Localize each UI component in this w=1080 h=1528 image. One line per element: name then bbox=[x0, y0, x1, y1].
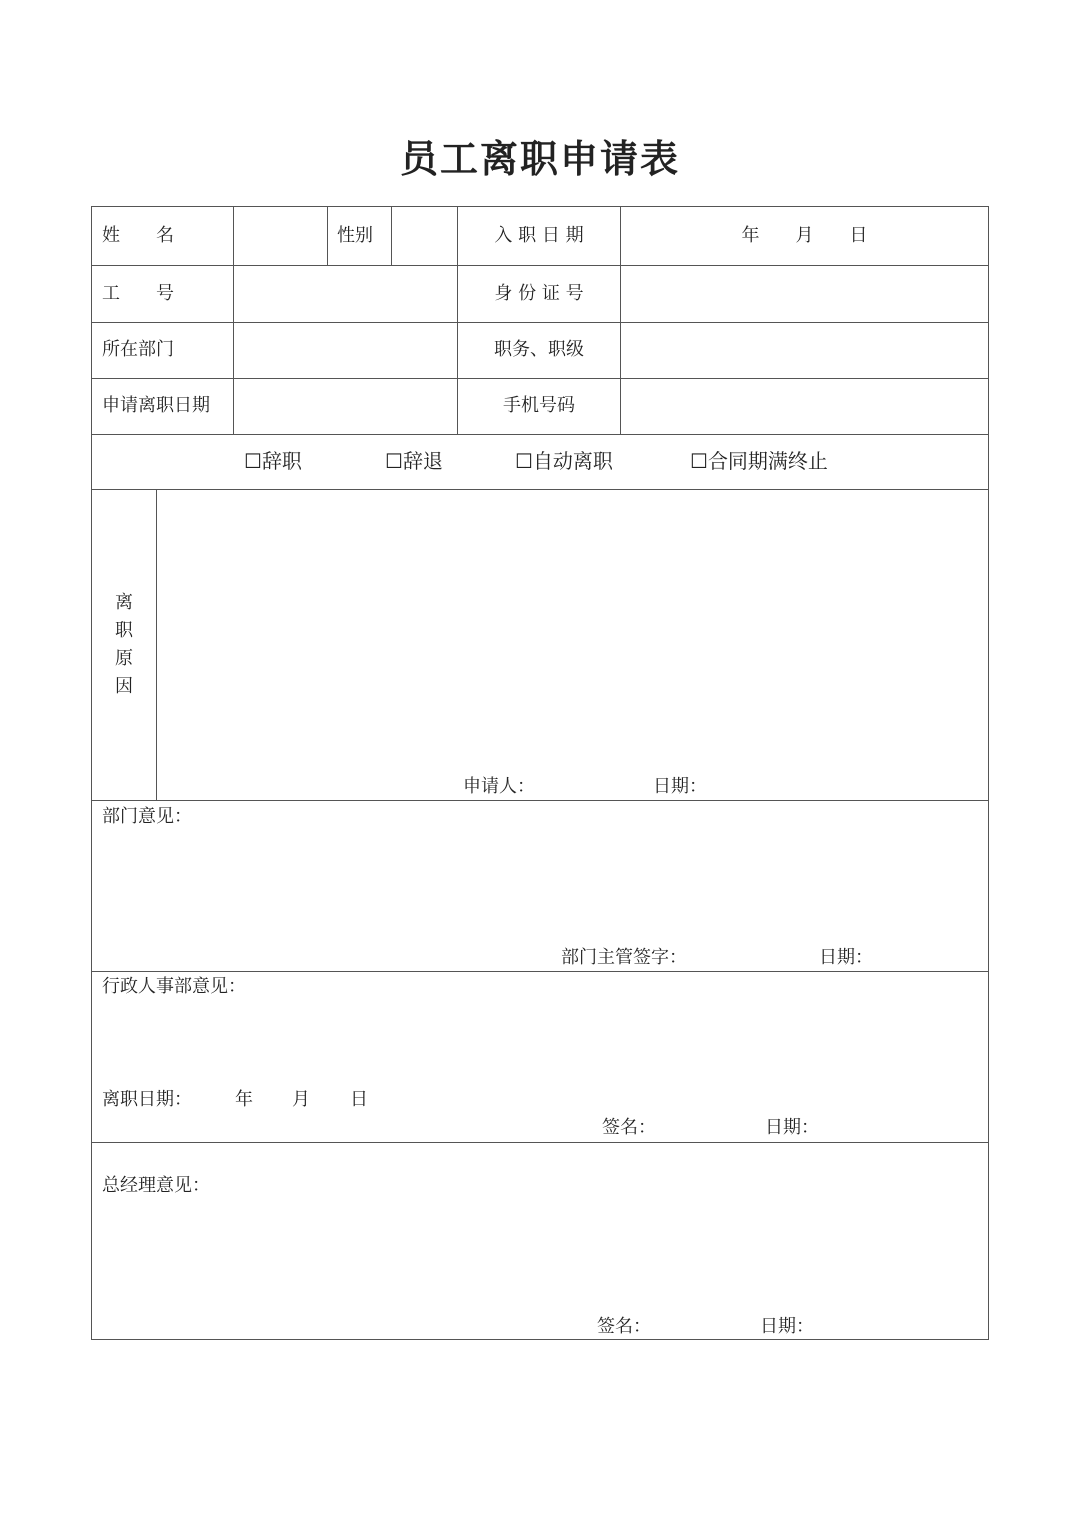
hr-opinion-label: 行政人事部意见： bbox=[102, 976, 246, 997]
gender-label: 性别 bbox=[337, 225, 373, 246]
leave-day: 日 bbox=[350, 1089, 368, 1110]
reason-date-label: 日期： bbox=[653, 776, 707, 797]
leave-date-label: 离职日期： bbox=[102, 1089, 192, 1110]
col-divider bbox=[327, 207, 328, 265]
row-divider bbox=[92, 489, 988, 490]
name-label: 姓 名 bbox=[102, 225, 174, 246]
hr-date-label: 日期： bbox=[765, 1117, 819, 1138]
type-auto-leave-option[interactable]: ☐自动离职 bbox=[515, 449, 613, 473]
checkbox-icon[interactable]: ☐ bbox=[385, 449, 403, 473]
gm-sign-label: 签名： bbox=[597, 1316, 651, 1337]
apply-date-label: 申请离职日期 bbox=[102, 395, 210, 416]
reason-label: 离 职 原 因 bbox=[115, 592, 133, 697]
type-dismiss-option[interactable]: ☐辞退 bbox=[385, 449, 443, 473]
col-divider bbox=[233, 207, 234, 434]
phone-label: 手机号码 bbox=[503, 395, 575, 416]
dept-opinion-label: 部门意见： bbox=[102, 806, 192, 827]
row-divider bbox=[92, 800, 988, 801]
id-number-label: 身 份 证 号 bbox=[494, 283, 584, 304]
resignation-form bbox=[91, 206, 989, 1340]
gm-opinion-label: 总经理意见： bbox=[102, 1175, 210, 1196]
position-label: 职务、职级 bbox=[494, 339, 584, 360]
type-contract-end-option[interactable]: ☐合同期满终止 bbox=[690, 449, 828, 473]
leave-month: 月 bbox=[292, 1089, 310, 1110]
hire-date-label: 入 职 日 期 bbox=[494, 225, 584, 246]
row-divider bbox=[92, 971, 988, 972]
row-divider bbox=[92, 265, 988, 266]
employee-id-label: 工 号 bbox=[102, 283, 174, 304]
checkbox-icon[interactable]: ☐ bbox=[244, 449, 262, 473]
row-divider bbox=[92, 322, 988, 323]
checkbox-icon[interactable]: ☐ bbox=[690, 449, 708, 473]
dept-signer-label: 部门主管签字： bbox=[561, 947, 687, 968]
hire-date-value: 年 月 日 bbox=[741, 225, 868, 246]
hr-sign-label: 签名： bbox=[602, 1117, 656, 1138]
col-divider bbox=[156, 489, 157, 800]
dept-date-label: 日期： bbox=[819, 947, 873, 968]
department-label: 所在部门 bbox=[102, 339, 174, 360]
gm-date-label: 日期： bbox=[760, 1316, 814, 1337]
col-divider bbox=[391, 207, 392, 265]
leave-year: 年 bbox=[235, 1089, 253, 1110]
applicant-label: 申请人： bbox=[463, 776, 535, 797]
row-divider bbox=[92, 1142, 988, 1143]
form-title: 员工离职申请表 bbox=[399, 136, 680, 181]
type-resign-option[interactable]: ☐辞职 bbox=[244, 449, 302, 473]
row-divider bbox=[92, 378, 988, 379]
row-divider bbox=[92, 434, 988, 435]
checkbox-icon[interactable]: ☐ bbox=[515, 449, 533, 473]
